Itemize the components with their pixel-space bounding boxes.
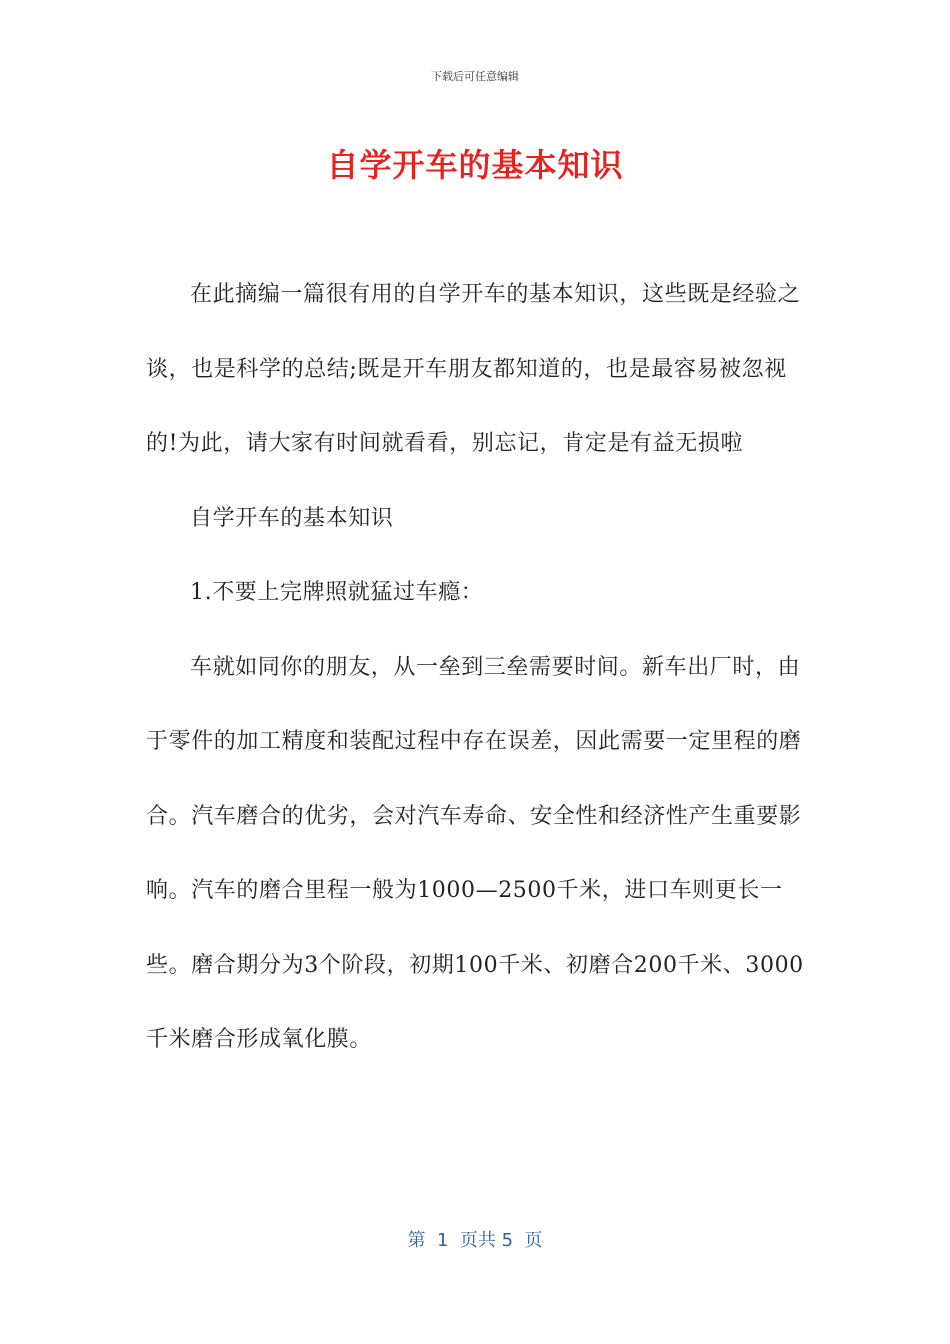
header-note: 下载后可任意编辑 — [431, 70, 519, 83]
intro-paragraph: 在此摘编一篇很有用的自学开车的基本知识，这些既是经验之谈，也是科学的总结;既是开车朋友都知道的，也是最容易被忽视的!为此，请大家有时间就看看，别忘记，肯定是有益无损啦 — [146, 282, 801, 456]
section-heading: 自学开车的基本知识 — [190, 505, 394, 531]
item-heading-1: 1.不要上完牌照就猛过车瘾： — [190, 580, 484, 605]
document-title: 自学开车的基本知识 — [326, 146, 624, 184]
document-body — [146, 258, 806, 1078]
item-1-paragraph: 车就如同你的朋友，从一垒到三垒需要时间。新车出厂时，由于零件的加工精度和装配过程中存在误差，因此需要一定里程的磨合。汽车磨合的优劣，会对汽车寿命、安全性和经济性产生重要影响。汽车的磨合里程一般为1000—2500千米，进口车则更长一些。磨合期分为3个阶段，初期100千米、初磨合200千米、3000千米磨合形成氧化膜。 — [146, 654, 804, 1052]
page-footer: 第 1 页共 5 页 — [407, 1230, 543, 1251]
